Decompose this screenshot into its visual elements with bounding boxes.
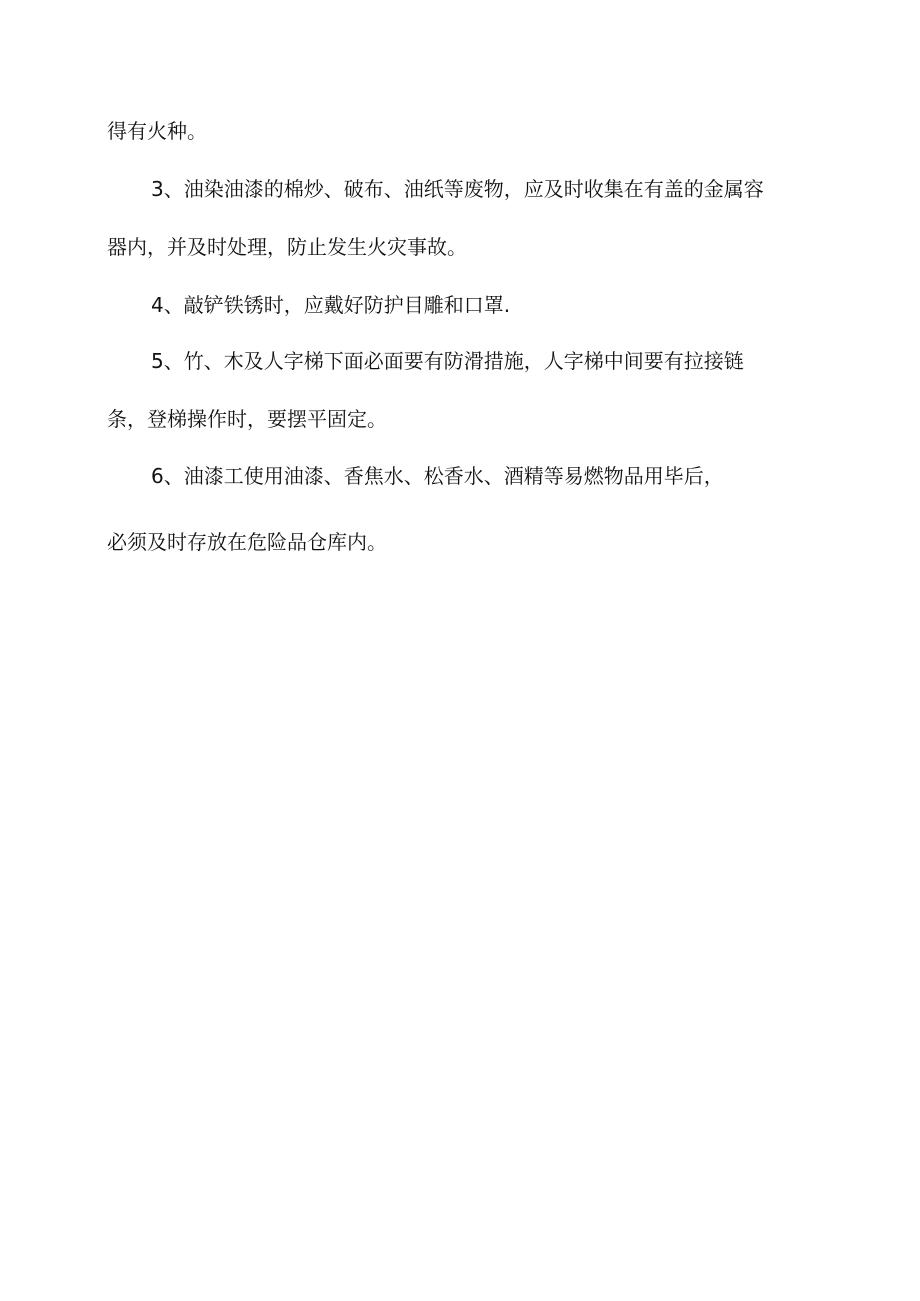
item-3-line-1: 3、油染油漆的棉炒、破布、油纸等废物，应及时收集在有盖的金属容 — [151, 177, 764, 201]
item-5-line-1: 5、竹、木及人字梯下面必面要有防滑措施，人字梯中间要有拉接链 — [151, 349, 744, 373]
item-3-line-2: 器内，并及时处理，防止发生火灾事故。 — [107, 235, 467, 259]
item-6-line-1: 6、油漆工使用油漆、香焦水、松香水、酒精等易燃物品用毕后， — [151, 464, 724, 488]
item-4-line-1: 4、敲铲铁锈时，应戴好防护目雕和口罩. — [151, 293, 511, 317]
item-6-line-2: 必须及时存放在危险品仓库内。 — [107, 530, 387, 554]
text-line-1: 得有火种。 — [107, 119, 207, 143]
item-5-line-2: 条，登梯操作时，要摆平固定。 — [107, 407, 387, 431]
